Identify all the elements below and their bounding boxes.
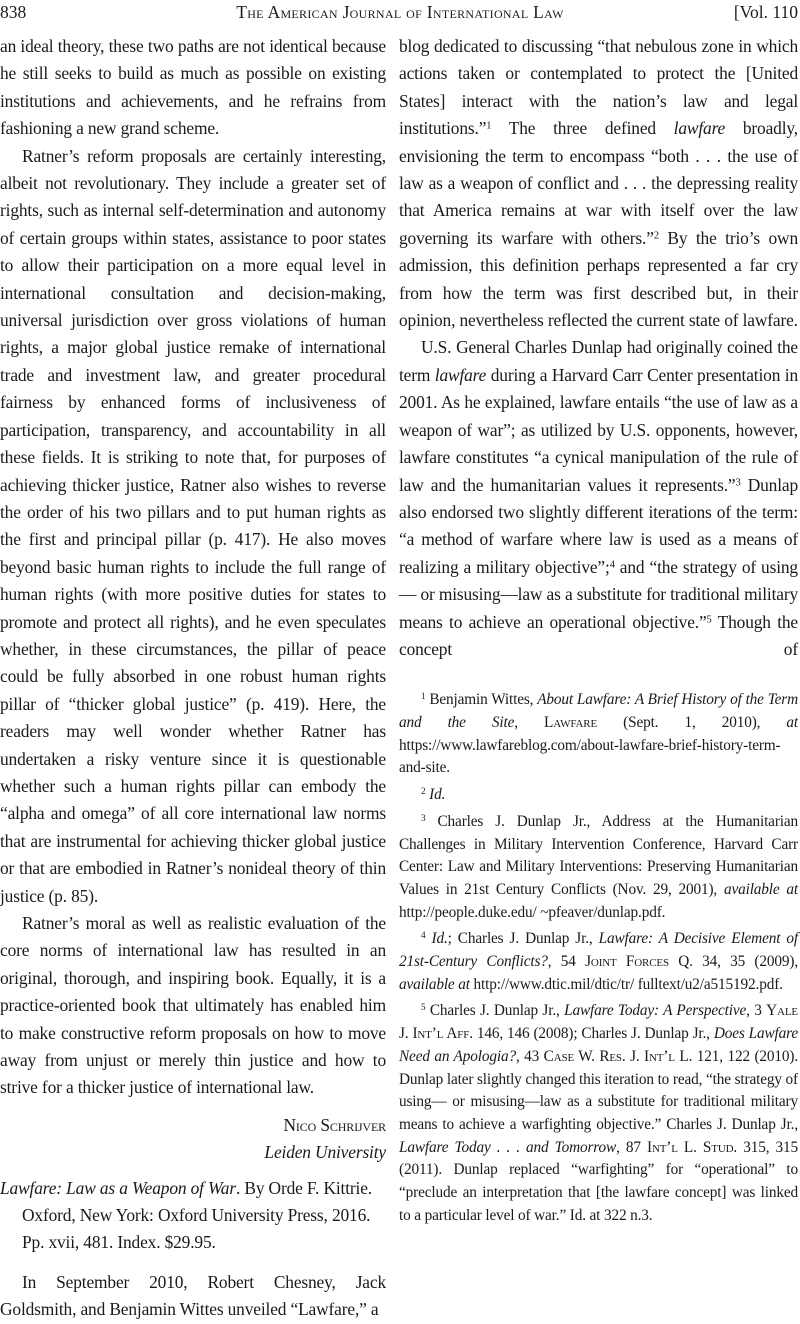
text-run: at xyxy=(786,714,799,732)
text-run: broadly, envisioning the term to encompass “both . . . the use of law as a weapon of conflict and . . . the depressing reality that America remains at war with itself over the law governing its warfare with others.” xyxy=(399,118,798,248)
text-run: Lawfare xyxy=(544,714,598,732)
text-run: Charles J. Dunlap Jr., Address at the Humanitarian Challenges in Military Intervention Conference, Harvard Carr Center: Law and Military Interventions: Preserving Humanitarian Values in 21st Century Conflicts (Nov. 29, 2001), xyxy=(399,812,798,898)
text-run: Case W. Res. J. Int’l L. xyxy=(543,1047,693,1065)
text-run: Lawfare: Law as a Weapon of War xyxy=(0,1177,236,1198)
reviewer-name: Nico Schrijver xyxy=(283,1114,386,1135)
left-column-body xyxy=(0,33,386,1102)
text-run: Id. xyxy=(431,930,448,948)
footnote-marker: 4 xyxy=(421,930,426,941)
paragraph xyxy=(0,1269,386,1324)
paragraph xyxy=(399,334,798,663)
text-run: The three defined xyxy=(491,118,674,139)
text-run: ; Charles J. Dunlap Jr., xyxy=(447,930,599,948)
footnote-marker: 5 xyxy=(706,613,712,625)
page-number: 838 xyxy=(0,2,27,22)
text-run: and “the strategy of using— or misusing—law as a substitute for traditional military means to achieve an operational objective.” xyxy=(399,556,798,632)
text-run: (Sept. 1, 2010), xyxy=(597,714,787,732)
footnote-2 xyxy=(399,784,798,807)
text-run: Does Lawfare Need an Apologia? xyxy=(399,1025,798,1065)
text-run: Lawfare Today . . . and Tomorrow xyxy=(399,1138,617,1156)
text-run: http://www.dtic.mil/dtic/tr/ fulltext/u2/a515192.pdf. xyxy=(469,975,783,993)
footnote-marker: 3 xyxy=(421,812,426,823)
text-run: , 3 xyxy=(746,1002,767,1020)
text-run: http://people.duke.edu/ ~pfeaver/dunlap.pdf. xyxy=(399,903,666,921)
text-run: Benjamin Wittes, xyxy=(425,691,538,709)
text-run: About Lawfare: A Brief History of the Term and the Site xyxy=(399,691,798,732)
text-run: , 87 xyxy=(616,1138,647,1156)
journal-title: The American Journal of International Law xyxy=(236,2,564,22)
text-run: By the trio’s own admission, this definition perhaps represented a far cry from how the term was first described but, in their opinion, nevertheless reflected the current state of lawfare. xyxy=(399,227,798,331)
text-run: Lawfare Today: A Perspective xyxy=(564,1002,747,1020)
text-run: 121, 122 (2010). Dunlap later slightly changed this iteration to read, “the strategy of using— or misusing—law as a substitute for traditional military means to achieve a warfighting objective.” Charles J. Dunlap Jr., xyxy=(399,1047,798,1133)
volume-label: [Vol. 110 xyxy=(733,2,798,22)
text-run: Ratner’s moral as well as realistic evaluation of the core norms of international law has resulted in an original, thorough, and inspiring book. Equally, it is a practice-oriented book that ultimately has enabled him to make constructive reform proposals on how to move away from unjust or merely thin justice and how to strive for a thicker justice of international law. xyxy=(0,913,386,1098)
review-signature xyxy=(0,1112,386,1167)
text-run: , xyxy=(514,714,545,732)
text-run: an ideal theory, these two paths are not identical because he still seeks to build as much as possible on existing institutions and achievements, and he refrains from fashioning a new grand scheme. xyxy=(0,36,386,139)
text-run: , 54 xyxy=(547,953,586,971)
text-run: blog dedicated to discussing “that nebulous zone in which actions taken or contemplated to protect the [United States] interact with the nation’s law and legal institutions.” xyxy=(399,36,798,139)
text-run: 315, 315 (2011). Dunlap replaced “warfighting” for “operational” to “preclude an interpretation that [the lawfare concept] was linked to a particular level of war.” Id. at 322 n.3. xyxy=(399,1138,798,1224)
text-run: available at xyxy=(723,880,798,898)
text-run: Dunlap also endorsed two slightly different iterations of the term: “a method of warfare where law is used as a means of realizing a military objective”; xyxy=(399,474,799,577)
text-run: 34, 35 (2009), xyxy=(692,953,798,971)
paragraph xyxy=(0,910,386,1102)
footnotes xyxy=(399,689,798,1227)
review-opening xyxy=(0,1269,386,1324)
footnote-3 xyxy=(399,811,798,925)
book-review-heading xyxy=(0,1175,386,1257)
text-run: . By Orde F. Kittrie. Oxford, New York: Oxford University Press, 2016. Pp. xvii, 481. Index. $29.95. xyxy=(22,1177,372,1253)
right-column-body xyxy=(399,33,798,663)
footnote-marker: 1 xyxy=(421,691,426,702)
text-run: Id. xyxy=(429,786,446,804)
text-run: Charles J. Dunlap Jr., xyxy=(425,1002,565,1020)
text-run: lawfare xyxy=(434,364,487,385)
text-run: Yale J. Int’l Aff. xyxy=(399,1002,798,1043)
text-run: U.S. General Charles Dunlap had originally coined the term xyxy=(399,337,798,385)
text-run: 146, 146 (2008); Charles J. Dunlap Jr., xyxy=(472,1025,714,1043)
footnote-5 xyxy=(399,1000,798,1227)
reviewer-affiliation: Leiden University xyxy=(264,1142,386,1163)
footnote-marker: 1 xyxy=(486,120,492,132)
text-run: , 43 xyxy=(515,1047,544,1065)
left-column xyxy=(0,33,386,1324)
footnote-marker: 3 xyxy=(735,476,741,488)
right-column xyxy=(399,33,798,1228)
footnote-marker: 5 xyxy=(421,1002,426,1013)
paragraph xyxy=(399,33,798,334)
text-run: Joint Forces Q. xyxy=(585,953,693,971)
paragraph xyxy=(0,33,386,143)
text-run: In September 2010, Robert Chesney, Jack Goldsmith, and Benjamin Wittes unveiled “Lawfare,” a xyxy=(0,1271,386,1320)
text-run: lawfare xyxy=(673,118,726,139)
footnote-marker: 2 xyxy=(653,230,659,242)
text-run: during a Harvard Carr Center presentation in 2001. As he explained, lawfare entails “the use of law as a weapon of war”; as utilized by U.S. opponents, however, lawfare constitutes “a cynical manipulation of the rule of law and the humanitarian values it represents.” xyxy=(399,364,798,495)
text-run: Int’l L. Stud. xyxy=(647,1138,738,1156)
footnote-marker: 4 xyxy=(609,558,615,570)
page-columns xyxy=(0,33,800,1324)
footnote-4 xyxy=(399,928,798,996)
text-run: Though the concept of xyxy=(399,611,798,659)
text-run: https://www.lawfareblog.com/about-lawfare-brief-history-term-and-site. xyxy=(399,736,781,777)
footnote-1 xyxy=(399,689,798,780)
footnote-marker: 2 xyxy=(421,786,426,797)
paragraph xyxy=(0,143,386,910)
text-run: Ratner’s reform proposals are certainly interesting, albeit not revolutionary. They include a greater set of rights, such as internal self-determination and autonomy of certain groups within states, assistance to poor states to allow their participation on a more equal level in international consultation and decision-making, universal jurisdiction over gross violations of human rights, a major global justice remake of international trade and investment law, and greater procedural fairness by enhanced forms of inclusiveness of participation, transparency, and accountability in all these fields. It is striking to note that, for purposes of achieving thicker justice, Ratner also wishes to reverse the order of his two pillars and to put human rights as the first and principal pillar (p. 417). He also moves beyond basic human rights to include the full range of human rights (with more positive duties for states to promote and protect all rights), and he even speculates whether, in these circumstances, the pillar of peace could be fully absorbed in one robust human rights pillar of “thicker global justice” (p. 419). Here, the readers may well wonder whether Ratner has undertaken a risky venture since it is questionable whether such a human rights pillar can embody the “alpha and omega” of all core international law norms that are instrumental for achieving thicker global justice or that are embodied in Ratner’s nonideal theory of thin justice (p. 85). xyxy=(0,145,386,906)
text-run: Lawfare: A Decisive Element of 21st-Century Conflicts? xyxy=(399,930,798,971)
text-run: available at xyxy=(399,975,470,993)
running-header xyxy=(0,0,800,33)
book-citation xyxy=(0,1175,386,1257)
